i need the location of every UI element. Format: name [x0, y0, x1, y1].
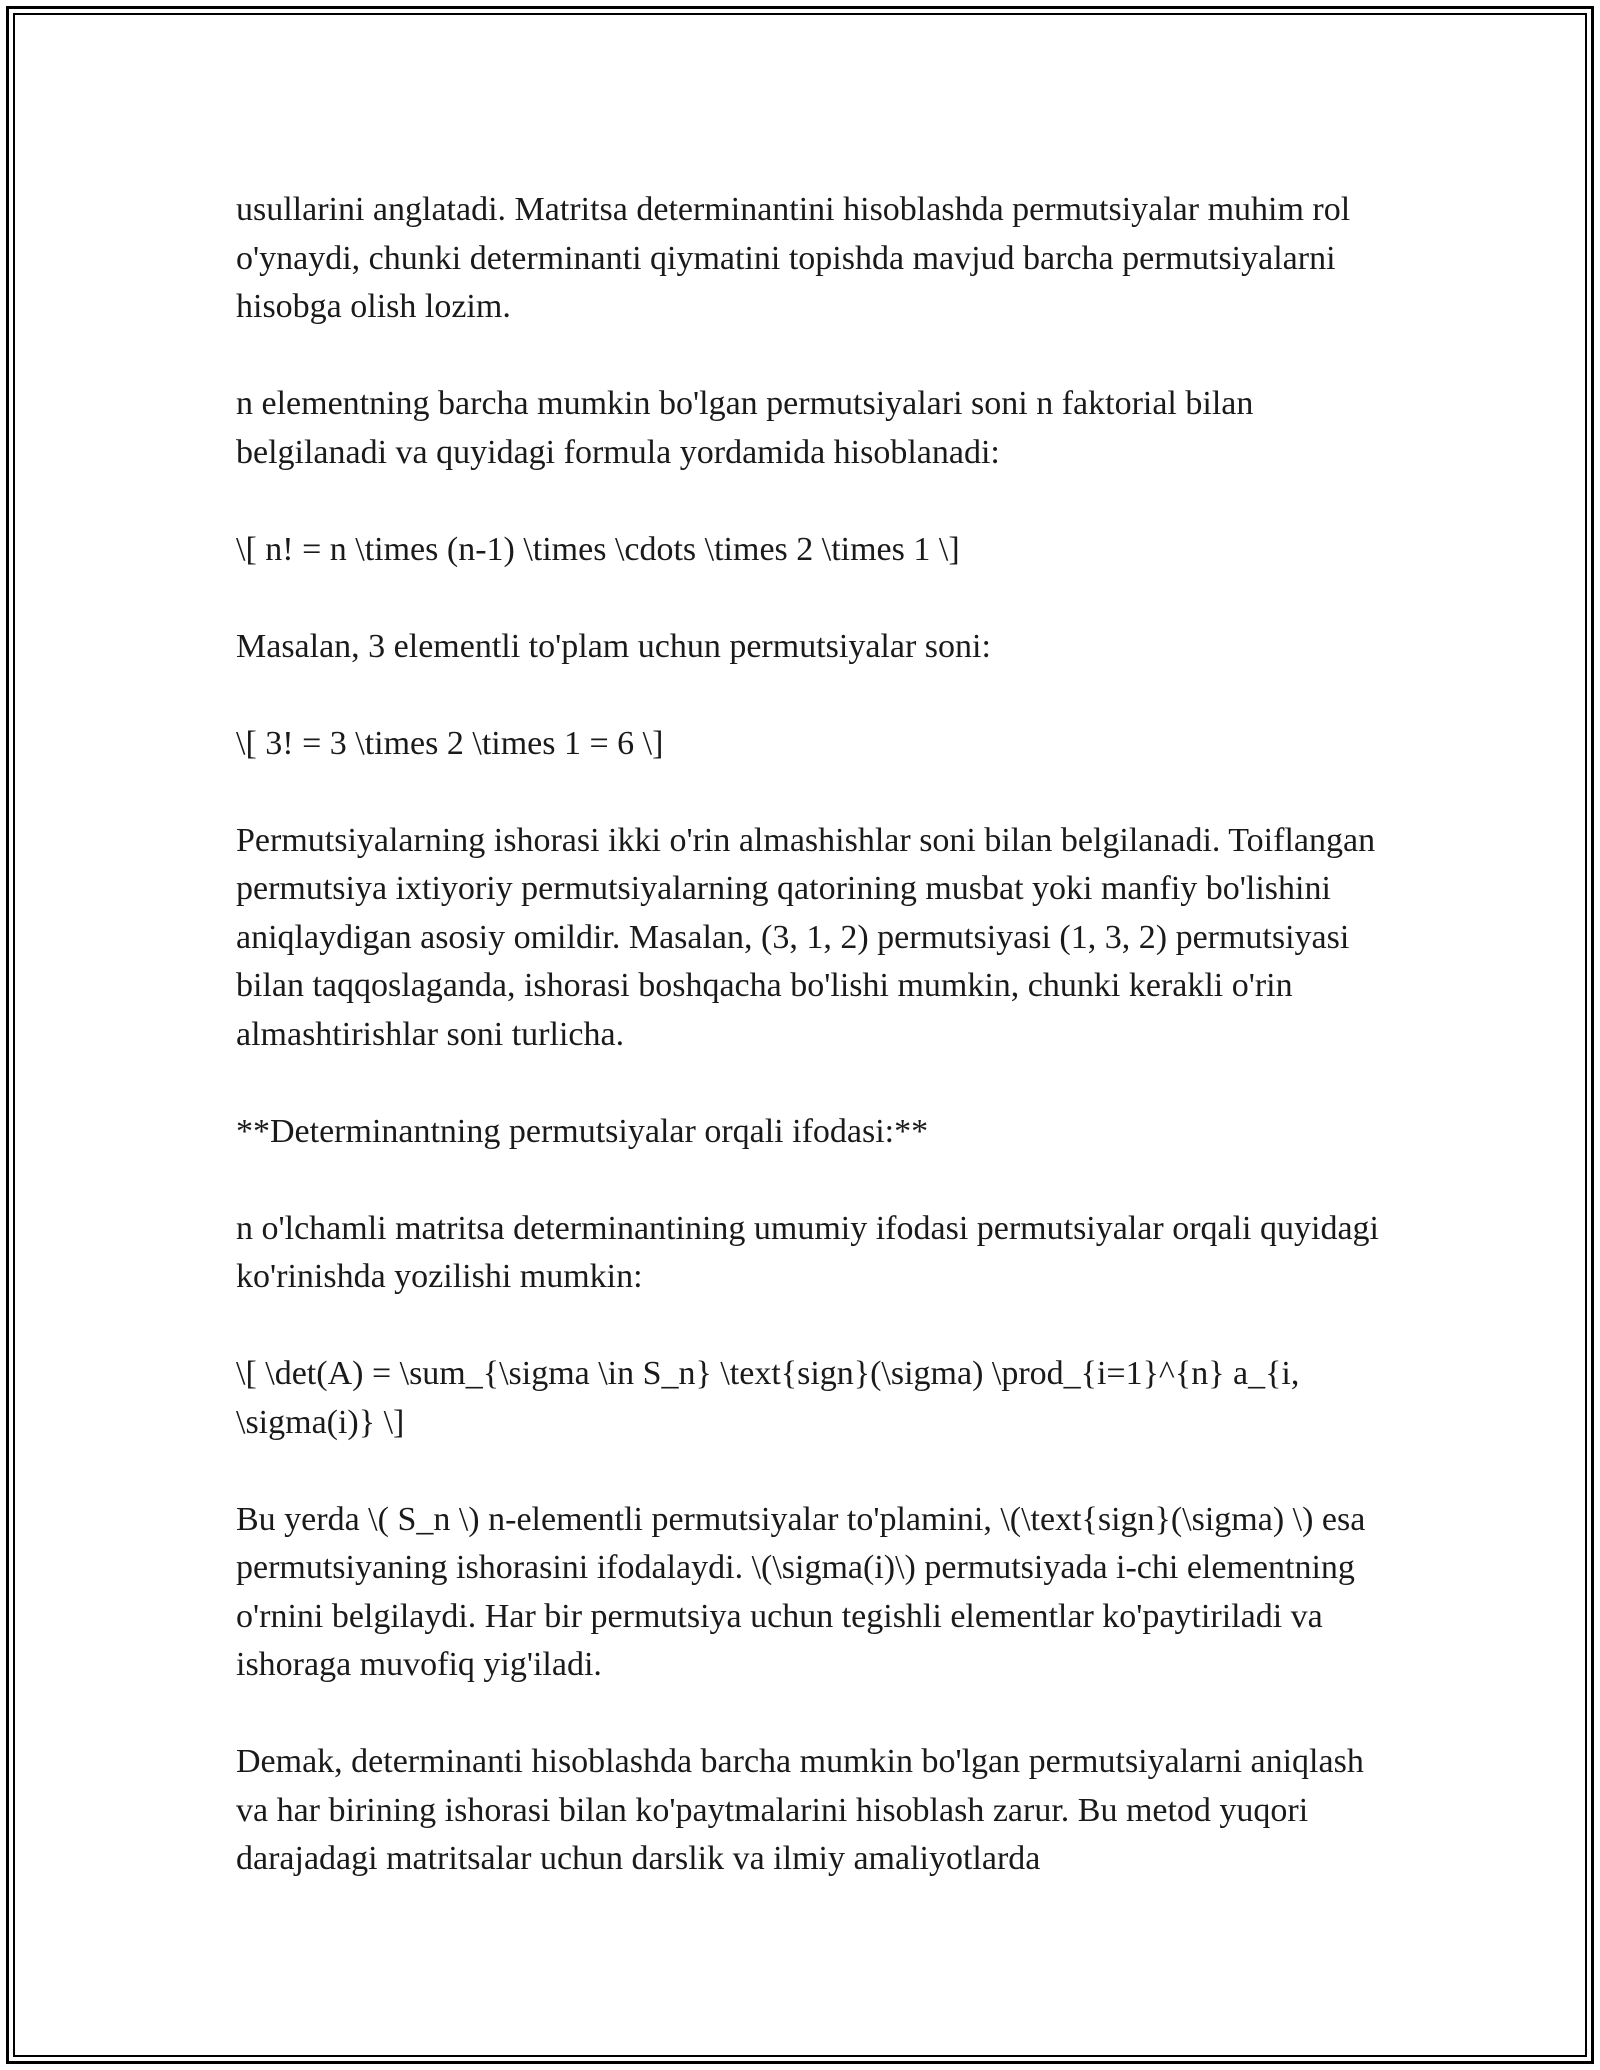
formula-factorial: \[ n! = n \times (n-1) \times \cdots \times 2 \times 1 \]	[236, 530, 960, 568]
paragraph-conclusion: Demak, determinanti hisoblashda barcha mumkin bo'lgan permutsiyalarni aniqlash va har birining ishorasi bilan ko'paytmalarini hisoblash zarur. Bu metod yuqori darajadagi matritsalar uchun darslik va ilmiy amaliyotlarda	[236, 1743, 1364, 1877]
formula-determinant: \[ \det(A) = \sum_{\sigma \in S_n} \text{sign}(\sigma) \prod_{i=1}^{n} a_{i, \sigma(i)} \]	[236, 1355, 1300, 1441]
formula-example: \[ 3! = 3 \times 2 \times 1 = 6 \]	[236, 724, 664, 762]
paragraph-example: Masalan, 3 elementli to'plam uchun permutsiyalar soni:	[236, 627, 991, 665]
paragraph-determinant-intro: n o'lchamli matritsa determinantining umumiy ifodasi permutsiyalar orqali quyidagi ko'rinishda yozilishi mumkin:	[236, 1209, 1379, 1295]
paragraph-explanation: Bu yerda \( S_n \) n-elementli permutsiyalar to'plamini, \(\text{sign}(\sigma) \) esa permutsiyaning ishorasini ifodalaydi. \(\sigma(i)\) permutsiyada i-chi elementning o'rnini belgilaydi. Har bir permutsiya uchun tegishli elementlar ko'paytiriladi va ishoraga muvofiq yig'iladi.	[236, 1500, 1366, 1683]
paragraph-sign: Permutsiyalarning ishorasi ikki o'rin almashishlar soni bilan belgilanadi. Toiflangan permutsiya ixtiyoriy permutsiyalarning qatorining musbat yoki manfiy bo'lishini aniqlaydigan asosiy omildir. Masalan, (3, 1, 2) permutsiyasi (1, 3, 2) permutsiyasi bilan taqqoslaganda, ishorasi boshqacha bo'lishi mumkin, chunki kerakli o'rin almashtirishlar soni turlicha.	[236, 821, 1376, 1053]
section-heading: **Determinantning permutsiyalar orqali ifodasi:**	[236, 1112, 929, 1150]
document-body	[236, 186, 1386, 1884]
paragraph-factorial-intro: n elementning barcha mumkin bo'lgan permutsiyalari soni n faktorial bilan belgilanadi va quyidagi formula yordamida hisoblanadi:	[236, 385, 1254, 471]
paragraph-intro: usullarini anglatadi. Matritsa determinantini hisoblashda permutsiyalar muhim rol o'ynaydi, chunki determinanti qiymatini topishda mavjud barcha permutsiyalarni hisobga olish lozim.	[236, 191, 1351, 325]
